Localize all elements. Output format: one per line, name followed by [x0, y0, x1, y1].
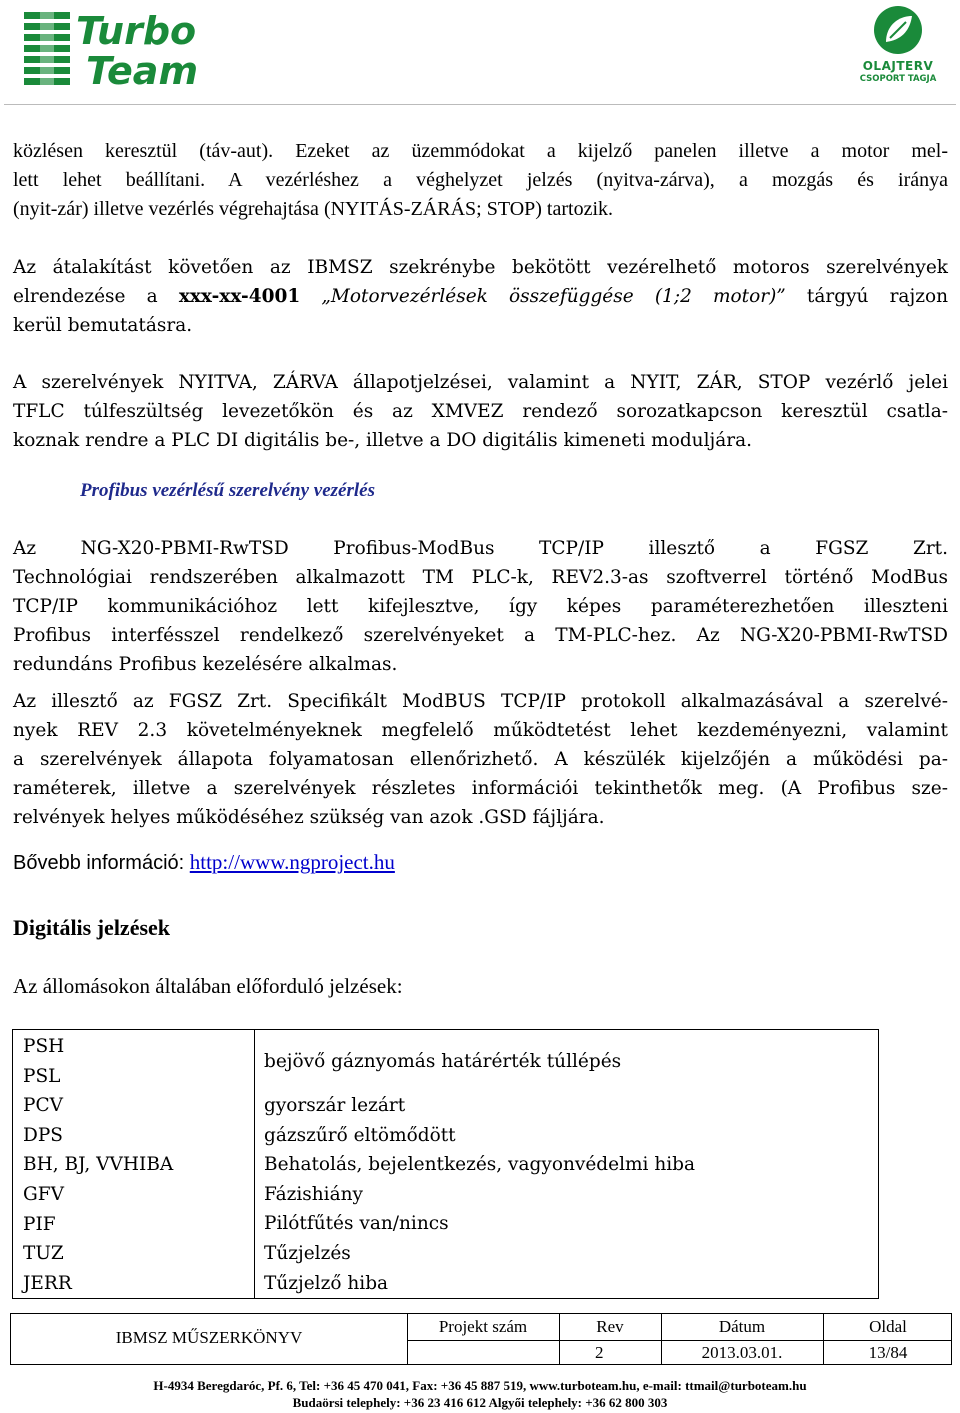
signal-descriptions — [264, 1091, 695, 1298]
signal-description: Tűzjelzés — [264, 1242, 351, 1264]
signal-code: BH, BJ, VVHIBA — [23, 1154, 174, 1176]
signal-code: PSL — [23, 1065, 61, 1087]
footer-rev-value: 2 — [595, 1343, 604, 1362]
paragraph-mode-settings — [13, 137, 948, 224]
turbo-team-logo — [18, 8, 318, 88]
logo-word-team: Team — [86, 49, 199, 88]
signal-codes — [23, 1032, 173, 1298]
footer-address: H-4934 Beregdaróc, Pf. 6, Tel: +36 45 470 041, Fax: +36 45 887 519, www.turboteam.hu, e-mail: ttmail@turboteam.hu — [153, 1378, 807, 1393]
text-line: kerül bemutatásra. — [13, 315, 193, 336]
drawing-title: „Motorvezérlések összefüggése (1;2 motor)” — [300, 286, 786, 307]
olajterv-name: OLAJTERV — [862, 59, 934, 73]
drawing-code: xxx-xx-4001 — [178, 286, 301, 307]
text-line: koznak rendre a PLC DI digitális be-, illetve a DO digitális kimeneti moduljára. — [13, 430, 753, 451]
signal-description: Behatolás, bejelentkezés, vagyonvédelmi hiba — [264, 1154, 696, 1176]
paragraph-conversion — [13, 253, 948, 340]
signal-description: Fázishiány — [264, 1183, 363, 1205]
footer-date-value: 2013.03.01. — [701, 1343, 783, 1362]
signal-description: Tűzjelző hiba — [264, 1272, 389, 1294]
profibus-subheading: Profibus vezérlésű szerelvény vezérlés — [80, 480, 375, 501]
text-line: közlésen keresztül (táv-aut). Ezeket az üzemmódokat a kijelző panelen illetve a motor mel- — [13, 140, 948, 162]
paragraph-profibus-adapter — [13, 534, 948, 679]
text-line: TCP/IP kommunikációhoz lett kifejlesztve, így képes paraméterezhetően illeszteni — [13, 596, 948, 617]
signal-code: JERR — [23, 1272, 72, 1294]
paragraph-status-signals — [13, 368, 948, 455]
olajterv-logo — [852, 4, 944, 90]
footer-header-project: Projekt szám — [438, 1317, 528, 1336]
table-column-divider — [254, 1030, 255, 1298]
text-line: Technológiai rendszerében alkalmazott TM PLC-k, REV2.3-as szoftverrel történő ModBus — [13, 567, 948, 588]
text-line: raméterek, illetve a szerelvények részletes információi tekinthetők meg. (A Profibus sze- — [13, 778, 948, 799]
text-line: A szerelvények NYITVA, ZÁRVA állapotjelzései, valamint a NYIT, ZÁR, STOP vezérlő jelei — [13, 372, 948, 393]
olajterv-subtitle: CSOPORT TAGJA — [859, 74, 937, 84]
footer-row-divider — [407, 1340, 951, 1341]
text-line: a szerelvények állapota folyamatosan ellenőrizhető. A készülék kijelzőjén a működési pa- — [13, 749, 948, 770]
paragraph-modbus-protocol — [13, 687, 948, 832]
text-line: Profibus interfésszel rendelkező szerelvényeket a TM-PLC-hez. Az NG-X20-PBMI-RwTSD — [13, 625, 948, 646]
footer-branches: Budaörsi telephely: +36 23 416 612 Algyői telephely: +36 62 800 303 — [292, 1395, 668, 1410]
signal-code: DPS — [23, 1124, 63, 1146]
text-line: Az átalakítást követően az IBMSZ szekrénybe bekötött vezérelhető motoros szerelvények — [13, 257, 948, 278]
text-line: nyek REV 2.3 követelményeknek megfelelő működtetést lehet kezdeményezni, valamint — [13, 720, 948, 741]
signal-code: TUZ — [23, 1243, 64, 1265]
text-line: TFLC túlfeszültség levezetőkön és az XMVEZ rendező sorozatkapcson keresztül csatla- — [13, 401, 948, 422]
text-line: Az NG-X20-PBMI-RwTSD Profibus-ModBus TCP/IP illesztő a FGSZ Zrt. — [13, 538, 948, 559]
footer-header-rev: Rev — [596, 1317, 624, 1336]
header-divider — [4, 104, 956, 105]
ngproject-link[interactable]: http://www.ngproject.hu — [189, 850, 395, 874]
signal-description: gyorszár lezárt — [264, 1095, 406, 1116]
footer-header-date: Dátum — [718, 1317, 766, 1336]
footer-page-value: 13/84 — [868, 1343, 908, 1362]
footer-header-page: Oldal — [869, 1317, 907, 1336]
text-line: Az illesztő az FGSZ Zrt. Specifikált ModBUS TCP/IP protokoll alkalmazásával a szerelvé- — [13, 691, 948, 712]
footer-doc-title: IBMSZ MŰSZERKÖNYV — [115, 1328, 303, 1347]
logo-word-turbo: Turbo — [76, 9, 197, 53]
signal-description: Pilótfűtés van/nincs — [264, 1213, 449, 1235]
signal-code: PCV — [23, 1095, 63, 1117]
info-line — [13, 848, 948, 878]
footer-table — [10, 1313, 952, 1365]
signal-description: gázszűrő eltömődött — [264, 1124, 456, 1146]
signals-table — [12, 1029, 879, 1299]
info-label: Bővebb információ: — [13, 852, 190, 874]
signal-description-pressure: bejövő gáznyomás határérték túllépés — [264, 1051, 622, 1072]
olajterv-emblem-icon — [852, 4, 944, 60]
text-line: redundáns Profibus kezelésére alkalmas. — [13, 654, 398, 675]
text-line: lett lehet beállítani. A vezérléshez a véghelyzet jelzés (nyitva-zárva), a mozgás és iránya — [13, 169, 948, 191]
signal-code: GFV — [23, 1183, 64, 1205]
digital-signals-heading: Digitális jelzések — [13, 915, 171, 940]
signal-code: PIF — [23, 1213, 56, 1235]
signal-code: PSH — [23, 1036, 65, 1057]
signals-intro: Az állomásokon általában előforduló jelzések: — [13, 974, 403, 998]
text-line: relvények helyes működéséhez szükség van azok .GSD fájljára. — [13, 807, 605, 828]
text-line: elrendezése a xxx-xx-4001 „Motorvezérlések összefüggése (1;2 motor)” tárgyú rajzon — [13, 286, 948, 307]
text-line: (nyit-zár) illetve vezérlés végrehajtása (NYITÁS-ZÁRÁS; STOP) tartozik. — [13, 198, 613, 220]
